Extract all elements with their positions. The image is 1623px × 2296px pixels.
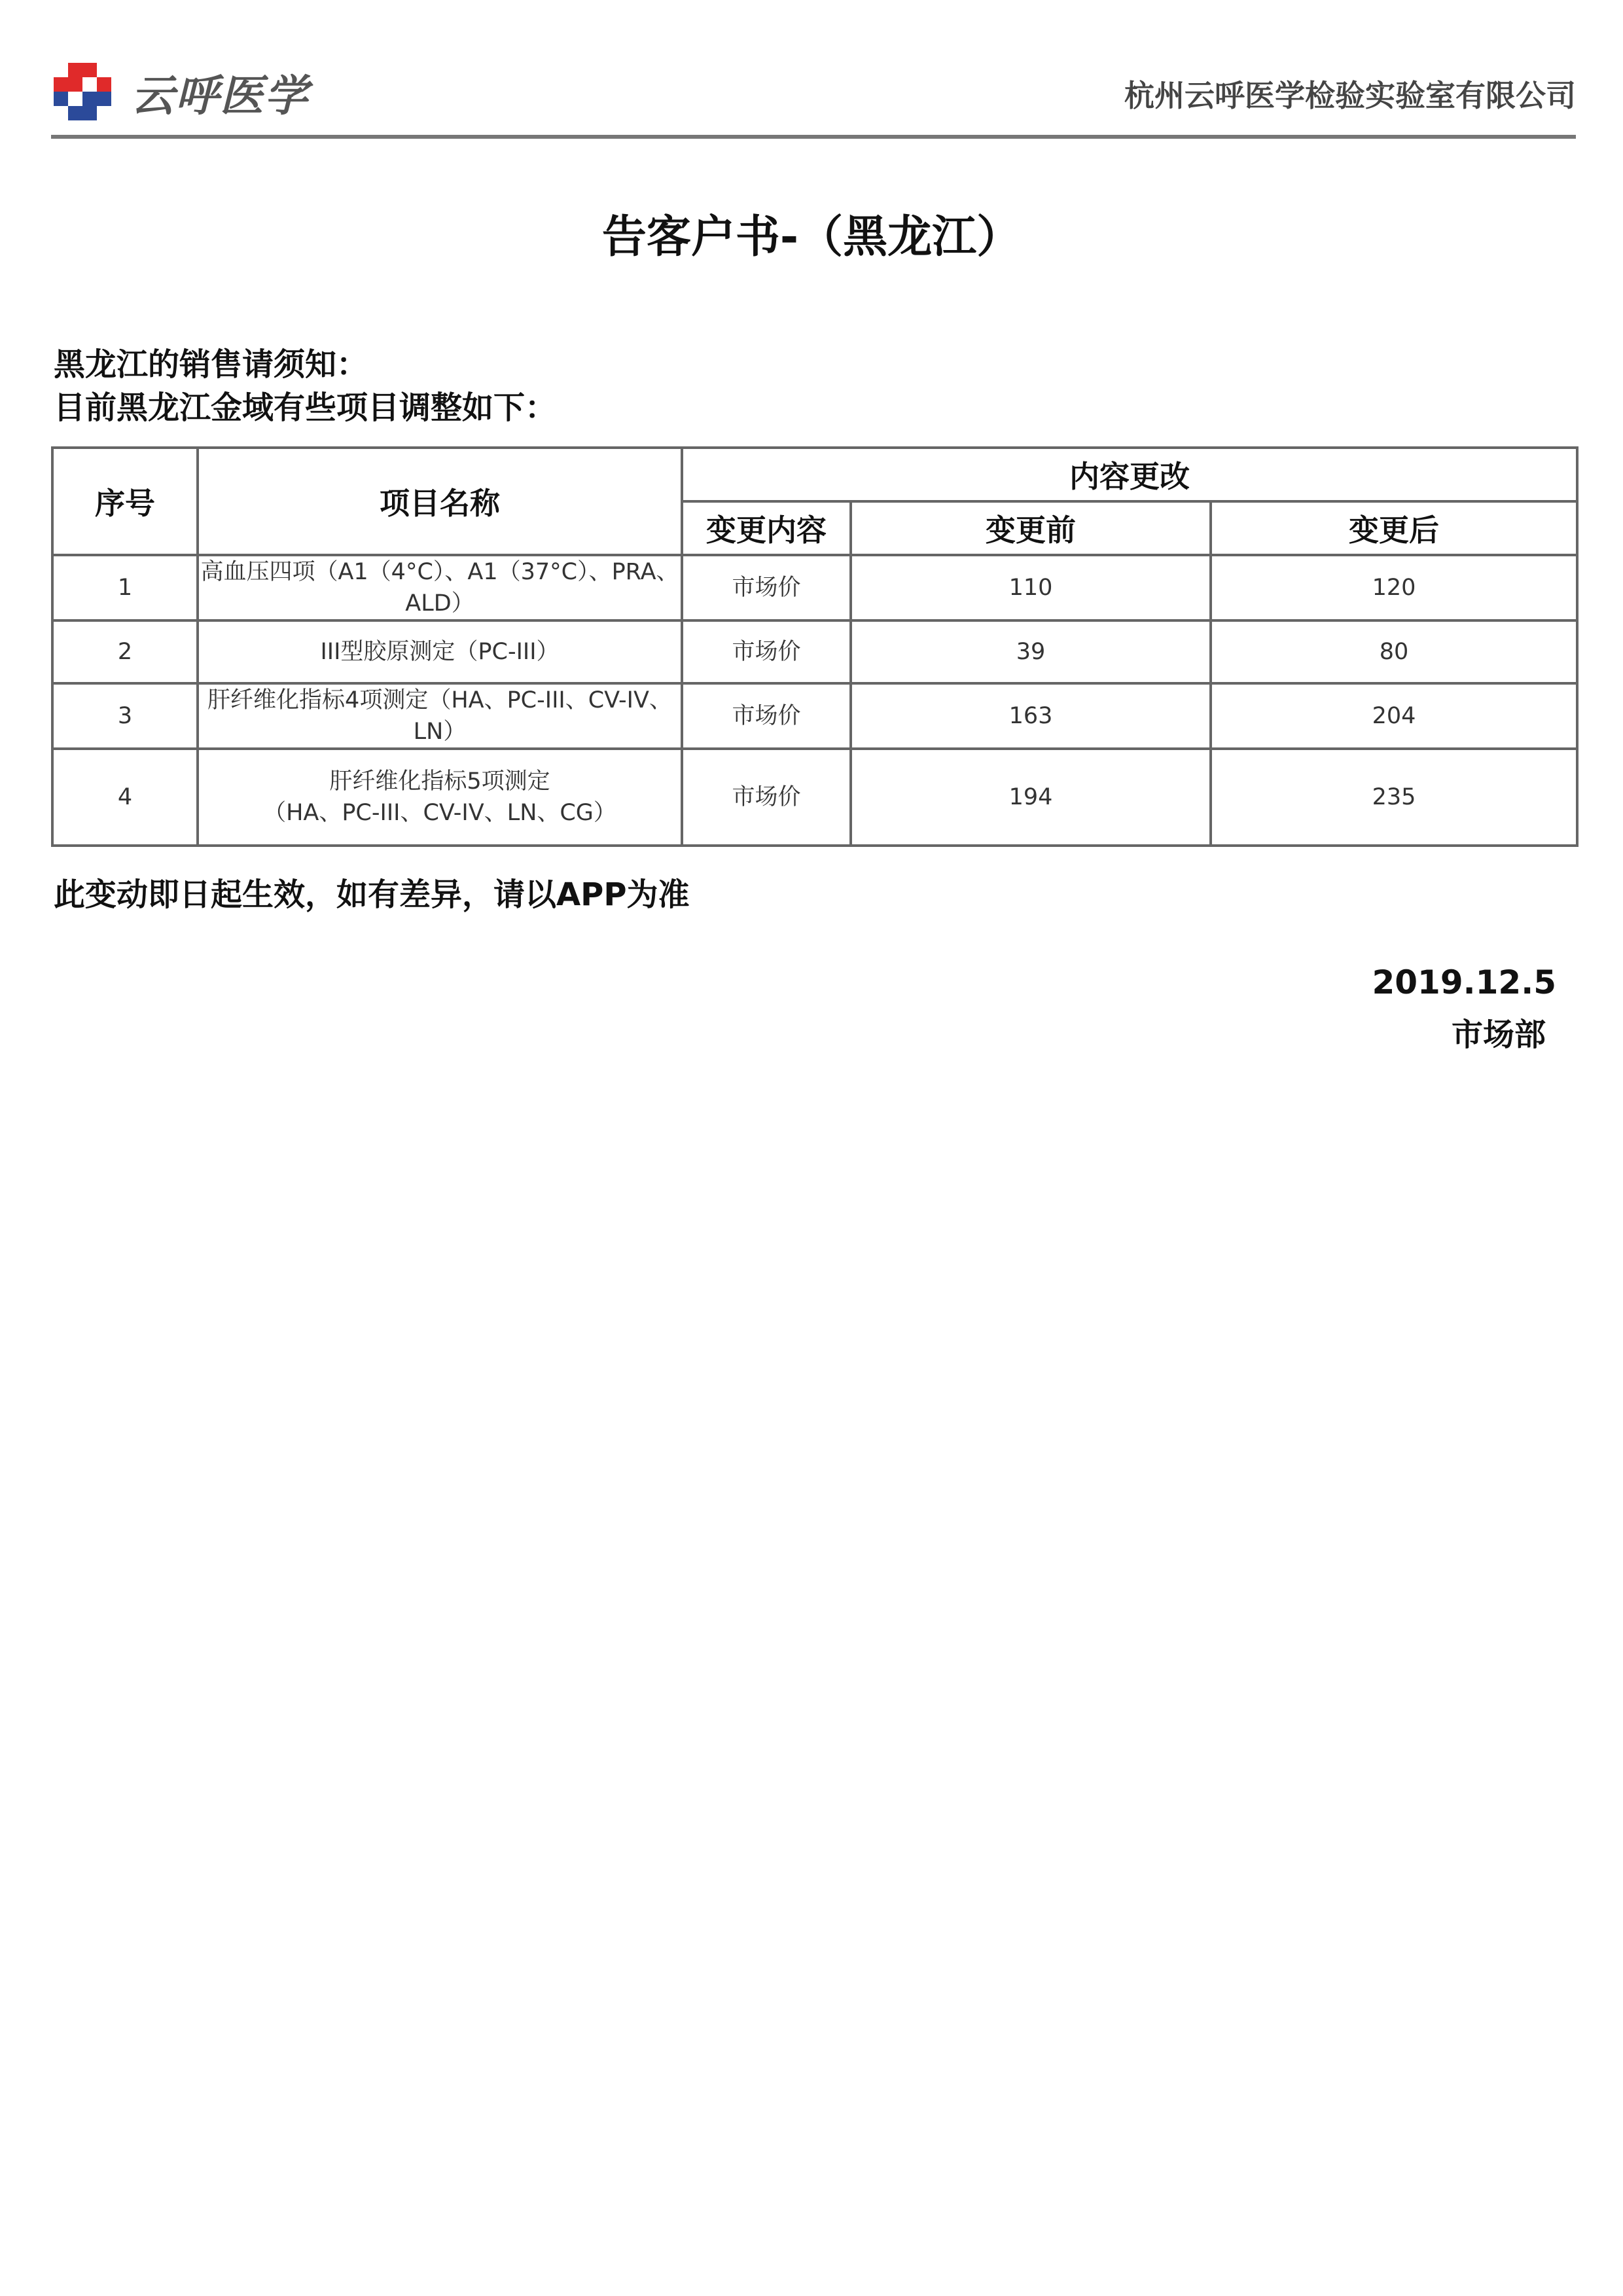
cell-after: 235 bbox=[1211, 749, 1577, 846]
header-change-type: 变更内容 bbox=[682, 501, 851, 555]
price-change-table bbox=[51, 446, 1578, 847]
cell-after: 120 bbox=[1211, 555, 1577, 620]
header-content-change: 内容更改 bbox=[682, 448, 1577, 501]
cell-change: 市场价 bbox=[682, 555, 851, 620]
cell-before: 194 bbox=[851, 749, 1211, 846]
cell-no: 3 bbox=[52, 683, 198, 749]
cell-no: 1 bbox=[52, 555, 198, 620]
header-before: 变更前 bbox=[851, 501, 1211, 555]
cell-after: 204 bbox=[1211, 683, 1577, 749]
table-row bbox=[52, 749, 1577, 846]
table-row bbox=[52, 683, 1577, 749]
cell-before: 39 bbox=[851, 620, 1211, 683]
cell-change: 市场价 bbox=[682, 683, 851, 749]
effective-notice: 此变动即日起生效，如有差异，请以APP为准 bbox=[54, 876, 690, 913]
issuing-department: 市场部 bbox=[1451, 1016, 1546, 1053]
cell-item: III型胶原测定（PC-III） bbox=[198, 620, 682, 683]
medical-cross-logo-icon bbox=[51, 59, 123, 124]
cell-change: 市场价 bbox=[682, 620, 851, 683]
cell-item-line-2: （HA、PC-III、CV-IV、LN、CG） bbox=[263, 800, 616, 826]
cell-before: 110 bbox=[851, 555, 1211, 620]
cell-item bbox=[198, 749, 682, 846]
cell-no: 2 bbox=[52, 620, 198, 683]
header-no: 序号 bbox=[52, 448, 198, 555]
cell-change: 市场价 bbox=[682, 749, 851, 846]
cell-item: 肝纤维化指标4项测定（HA、PC-III、CV-IV、LN） bbox=[198, 683, 682, 749]
cell-after: 80 bbox=[1211, 620, 1577, 683]
header-after: 变更后 bbox=[1211, 501, 1577, 555]
notice-line-1: 黑龙江的销售请须知： bbox=[54, 346, 368, 383]
company-logo bbox=[51, 59, 309, 124]
page-header bbox=[51, 59, 1576, 137]
table-row bbox=[52, 555, 1577, 620]
page-title: 告客户书-（黑龙江） bbox=[601, 211, 1022, 263]
cell-before: 163 bbox=[851, 683, 1211, 749]
cell-item-line-1: 肝纤维化指标5项测定 bbox=[329, 768, 550, 795]
issue-date: 2019.12.5 bbox=[1372, 963, 1556, 1001]
notice-line-2: 目前黑龙江金域有些项目调整如下： bbox=[54, 389, 557, 426]
notice-block bbox=[54, 343, 556, 429]
header-divider bbox=[51, 135, 1576, 139]
cell-item: 高血压四项（A1（4°C）、A1（37°C）、PRA、ALD） bbox=[198, 555, 682, 620]
table-row bbox=[52, 620, 1577, 683]
company-name: 杭州云呼医学检验实验室有限公司 bbox=[1124, 78, 1576, 113]
logo-text: 云呼医学 bbox=[131, 70, 309, 121]
header-item-name: 项目名称 bbox=[198, 448, 682, 555]
cell-no: 4 bbox=[52, 749, 198, 846]
